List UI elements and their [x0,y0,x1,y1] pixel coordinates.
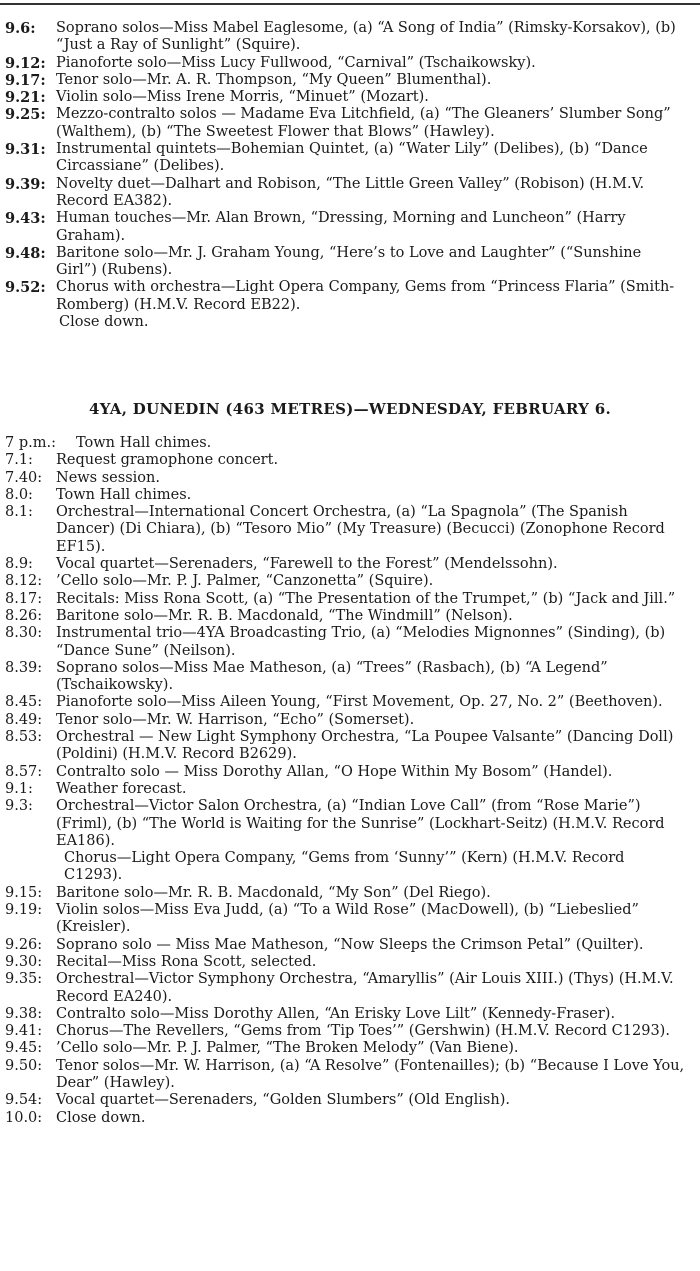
entry-text: Vocal quartet—Serenaders, “Farewell to the Forest” (Mendelssohn). [56,556,558,573]
programme-entry [0,176,700,211]
programme-entry [0,556,700,573]
entry-time: 9.48: [5,244,46,262]
entry-text: Orchestral—Victor Salon Orchestra, (a) “Indian Love Call” (from “Rose Marie”) (Friml), (b) “The World is Waiting for the Sunrise” (Lockhart-Seitz) (H.M.V. Record EA186). [56,798,665,849]
entry-text: Soprano solos—Miss Mabel Eaglesome, (a) “A Song of India” (Rimsky-Korsakov), (b) “Just a Ray of Sunlight” (Squire). [56,20,676,54]
programme-entry [0,435,700,452]
programme-entry [0,20,700,55]
entry-time: 8.45: [5,694,43,711]
entry-time: 8.26: [5,607,43,624]
entry-text: Baritone solo—Mr. J. Graham Young, “Here’s to Love and Laughter” (“Sunshine Girl”) (Rubens). [56,244,642,279]
entry-text: Weather forecast. [56,780,187,797]
programme-entry [0,452,700,469]
entry-time: 9.41: [5,1023,43,1040]
entry-time: 8.1: [5,504,33,521]
entry-time: 10.0: [5,1109,43,1126]
programme-entry [0,89,700,106]
section-4ya-programme [0,435,700,1127]
programme-entry [0,504,700,556]
entry-text: Contralto solo—Miss Dorothy Allen, “An Erisky Love Lilt” (Kennedy-Fraser). [56,1005,616,1022]
programme-entry [0,487,700,504]
entry-text: Town Hall chimes. [76,435,212,451]
entry-time: 8.0: [5,486,33,503]
top-rule [0,3,700,5]
entry-text: Novelty duet—Dalhart and Robison, “The Little Green Valley” (Robison) (H.M.V. Record EA382). [56,175,645,209]
programme-entry [0,850,700,885]
entry-text: Orchestral—International Concert Orchestra, (a) “La Spagnola” (The Spanish Dancer) (Di Chiara), (b) “Tesoro Mio” (My Treasure) (Becucci) (Zonophone Record EF15). [56,504,665,555]
entry-text: Soprano solos—Miss Mae Matheson, (a) “Trees” (Rasbach), (b) “A Legend” (Tschaikowsky). [56,659,608,694]
programme-entry [0,1040,700,1057]
entry-time: 9.43: [5,210,46,228]
programme-entry [0,141,700,176]
entry-time: 9.21: [5,89,46,107]
entry-time: 9.26: [5,936,43,953]
entry-text: ’Cello solo—Mr. P. J. Palmer, “Canzonetta” (Squire). [56,573,434,590]
station-heading: 4YA, DUNEDIN (463 METRES)—WEDNESDAY, FEBRUARY 6. [89,400,611,418]
programme-entry [0,573,700,590]
entry-time: 9.1: [5,780,33,797]
entry-time: 9.54: [5,1092,43,1109]
entry-text: Pianoforte solo—Miss Aileen Young, “First Movement, Op. 27, No. 2” (Beethoven). [56,694,663,711]
programme-entry [0,694,700,711]
entry-text: Baritone solo—Mr. R. B. Macdonald, “The Windmill” (Nelson). [56,607,513,624]
entry-time: 9.17: [5,71,46,89]
entry-time: 8.9: [5,556,33,573]
programme-entry [0,245,700,280]
programme-entry [0,591,700,608]
entry-time: 8.57: [5,763,43,780]
entry-time: 9.19: [5,902,43,919]
entry-text: Contralto solo — Miss Dorothy Allan, “O Hope Within My Bosom” (Handel). [56,763,613,780]
entry-time: 8.17: [5,590,43,607]
entry-time: 9.12: [5,54,46,72]
programme-entry [0,1058,700,1093]
entry-text: Orchestral — New Light Symphony Orchestra, “La Poupee Valsante” (Dancing Doll) (Poldini) (H.M.V. Record B2629). [56,729,674,763]
programme-entry [0,1092,700,1109]
programme-entry [0,55,700,72]
entry-text: Town Hall chimes. [56,486,192,503]
entry-text: Request gramophone concert. [56,452,279,469]
programme-entry [0,954,700,971]
entry-time: 8.39: [5,659,43,676]
entry-time: 8.49: [5,711,43,728]
programme-entry [0,764,700,781]
entry-time: 9.30: [5,953,43,970]
close-down-note: Close down. [59,314,149,331]
entry-time: 9.38: [5,1005,43,1022]
entry-text: Chorus—Light Opera Company, “Gems from ‘Sunny’” (Kern) (H.M.V. Record C1293). [64,850,625,884]
programme-entry [0,798,700,850]
entry-time: 9.39: [5,175,46,193]
entry-text: Soprano solo — Miss Mae Matheson, “Now Sleeps the Crimson Petal” (Quilter). [56,936,644,953]
entry-text: News session. [56,469,160,486]
entry-text: Tenor solo—Mr. W. Harrison, “Echo” (Somerset). [56,711,415,728]
entry-time: 9.3: [5,798,33,815]
entry-time: 8.12: [5,573,43,590]
programme-entry [0,660,700,695]
entry-text: Chorus with orchestra—Light Opera Company, Gems from “Princess Flaria” (Smith-Romberg) (H.M.V. Record EB22). [56,279,675,313]
entry-text: Violin solo—Miss Irene Morris, “Minuet” (Mozart). [56,89,429,106]
entry-text: Instrumental trio—4YA Broadcasting Trio, (a) “Melodies Mignonnes” (Sinding), (b) “Dance Sune” (Neilson). [56,625,666,659]
entry-time: 7 p.m.: [5,435,56,451]
programme-entry [0,971,700,1006]
entry-time: 9.52: [5,279,46,297]
programme-entry [0,729,700,764]
entry-text: Chorus—The Revellers, “Gems from ‘Tip Toes’” (Gershwin) (H.M.V. Record C1293). [56,1023,670,1040]
entry-time: 9.45: [5,1040,43,1057]
entry-text: Instrumental quintets—Bohemian Quintet, (a) “Water Lily” (Delibes), (b) “Dance Circassiane” (Delibes). [56,141,648,175]
programme-entry [0,1006,700,1023]
programme-entry [0,781,700,798]
entry-text: Pianoforte solo—Miss Lucy Fullwood, “Carnival” (Tschaikowsky). [56,54,536,71]
programme-entry [0,210,700,245]
entry-time: 9.6: [5,20,36,37]
programme-entry [0,608,700,625]
programme-entry [0,937,700,954]
entry-time: 8.53: [5,729,43,746]
entry-text: Recitals: Miss Rona Scott, (a) “The Presentation of the Trumpet,” (b) “Jack and Jill.” [56,590,676,607]
entry-text: Violin solos—Miss Eva Judd, (a) “To a Wild Rose” (MacDowell), (b) “Liebeslied” (Kreisler). [56,902,639,936]
entry-time: 7.1: [5,452,33,469]
entry-time: 9.35: [5,971,43,988]
entry-text: Baritone solo—Mr. R. B. Macdonald, “My Son” (Del Riego). [56,884,491,901]
programme-entry [0,902,700,937]
entry-time: 7.40: [5,469,43,486]
programme-entry [0,1023,700,1040]
entry-time: 8.30: [5,625,43,642]
programme-entry [0,1110,700,1127]
entry-text: Tenor solos—Mr. W. Harrison, (a) “A Resolve” (Fontenailles); (b) “Because I Love You, Dear” (Hawley). [56,1057,685,1091]
section-previous-programme [0,20,700,331]
entry-text: Tenor solo—Mr. A. R. Thompson, “My Queen” Blumenthal). [56,71,492,88]
programme-entry [0,712,700,729]
entry-text: Mezzo-contralto solos — Madame Eva Litchfield, (a) “The Gleaners’ Slumber Song” (Walthem), (b) “The Sweetest Flower that Blows” (Hawley). [56,106,671,140]
entry-text: Human touches—Mr. Alan Brown, “Dressing, Morning and Luncheon” (Harry Graham). [56,210,626,244]
entry-text: Vocal quartet—Serenaders, “Golden Slumbers” (Old English). [56,1092,510,1109]
entry-text: ’Cello solo—Mr. P. J. Palmer, “The Broken Melody” (Van Biene). [56,1040,519,1057]
entry-time: 9.31: [5,141,46,159]
programme-entry [0,625,700,660]
programme-entry [0,279,700,314]
programme-entry [0,470,700,487]
entry-time: 9.25: [5,106,46,124]
entry-text: Recital—Miss Rona Scott, selected. [56,953,317,970]
entry-text: Close down. [56,1109,146,1126]
programme-entry [0,72,700,89]
entry-time: 9.15: [5,884,43,901]
entry-time: 9.50: [5,1057,43,1074]
entry-text: Orchestral—Victor Symphony Orchestra, “Amaryllis” (Air Louis XIII.) (Thys) (H.M.V. Record EA240). [56,971,674,1005]
programme-entry [0,885,700,902]
programme-entry [0,106,700,141]
